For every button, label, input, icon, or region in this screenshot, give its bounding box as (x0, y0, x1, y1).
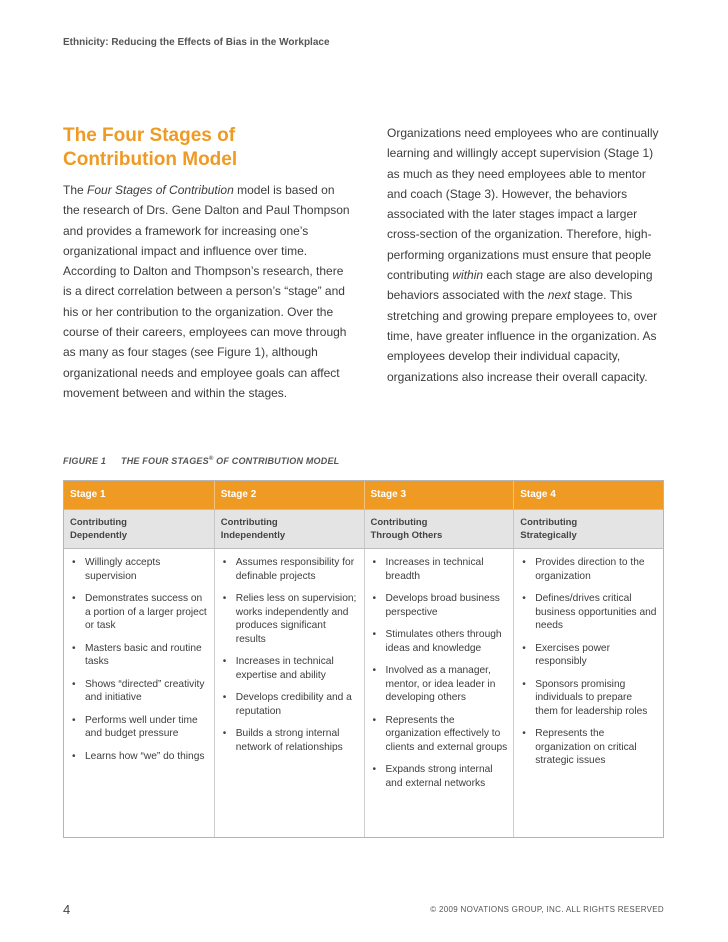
stage-2-sub-line1: Contributing (220, 517, 278, 528)
table-subheader-row (64, 509, 663, 548)
figure-number: FIGURE 1 (63, 456, 107, 466)
list-item: • Develops broad business perspective (371, 592, 508, 619)
figure-title-part1: THE FOUR STAGES (121, 456, 209, 466)
stage-2-header: Stage 2 (214, 481, 364, 509)
list-item: • Sponsors promising individuals to prepare them for leadership roles (520, 678, 657, 719)
stage-3-sub-line2: Through Others (370, 530, 443, 541)
list-item: • Provides direction to the organization (520, 556, 657, 583)
list-item: • Represents the organization on critical strategic issues (520, 727, 657, 768)
registered-mark: ® (208, 456, 214, 462)
stage-1-header: Stage 1 (70, 489, 106, 500)
list-item: • Performs well under time and budget pressure (70, 714, 208, 741)
list-item: • Builds a strong internal network of relationships (221, 727, 358, 754)
list-item: • Assumes responsibility for definable projects (221, 556, 358, 583)
list-item: • Involved as a manager, mentor, or idea leader in developing others (371, 664, 508, 705)
stage-1-sub-line1: Contributing (70, 517, 127, 528)
right-paragraph-part1: Organizations need employees who are continually learning and willingly accept supervision (Stage 1) as much as they need employees able to mentor and coach (Stage 3). However, the behaviors associated with the later stages impact a larger cross-section of the organization. Therefore, high-performing organizations must ensure that people contributing (387, 126, 659, 283)
figure-title-part2: OF CONTRIBUTION MODEL (213, 456, 340, 466)
list-item: • Exercises power responsibly (520, 642, 657, 669)
left-paragraph-part2: model is based on the research of Drs. Gene Dalton and Paul Thompson and provides a framework for increasing one’s organizational impact and influence over time. According to Dalton and Thompson’s research, there is a direct correlation between a person’s “stage” and his or her contribution to the organization. Over the course of their careers, employees can move through as many as four stages (see Figure 1), although organizational needs and employee goals can affect movement between and within the stages. (63, 183, 350, 400)
emphasis-within: within (452, 268, 484, 283)
stage-4-behaviors (513, 549, 663, 837)
list-item: • Increases in technical expertise and ability (221, 655, 358, 682)
stage-2-sub-line2: Independently (220, 530, 286, 541)
list-item: • Stimulates others through ideas and knowledge (371, 628, 508, 655)
list-item: • Represents the organization effectively to clients and external groups (371, 714, 508, 755)
list-item: • Relies less on supervision; works independently and produces significant results (221, 592, 358, 646)
stage-3-behaviors (364, 549, 514, 837)
stage-2-subheader (214, 510, 364, 548)
page-number: 4 (63, 902, 71, 917)
list-item: • Shows “directed” creativity and initiative (70, 678, 208, 705)
section-title-line2: Contribution Model (63, 149, 238, 170)
table-body-row (64, 548, 663, 837)
right-paragraph-part3: stage. This stretching and growing prepare employees to, over time, have greater influence in the organization. As employees develop their individual capacity, organizations also increase their overall capacity. (387, 288, 658, 384)
emphasis-next: next (547, 288, 571, 303)
stage-4-sub-line1: Contributing (520, 517, 578, 528)
stage-3-subheader (364, 510, 514, 548)
list-item: • Learns how “we” do things (70, 750, 208, 764)
section-title (63, 124, 343, 172)
left-column-paragraph (63, 180, 353, 403)
list-item: • Expands strong internal and external networks (371, 763, 508, 790)
left-paragraph-part1: The (63, 183, 88, 197)
stage-1-sub-line2: Dependently (70, 530, 128, 541)
stage-3-header: Stage 3 (364, 481, 514, 509)
section-title-line1: The Four Stages of (63, 125, 236, 146)
copyright-notice: © 2009 NOVATIONS GROUP, INC. ALL RIGHTS RESERVED (430, 905, 664, 914)
stage-2-behaviors (214, 549, 364, 837)
list-item: • Defines/drives critical business opportunities and needs (520, 592, 657, 633)
running-head: Ethnicity: Reducing the Effects of Bias in the Workplace (63, 37, 330, 48)
list-item: • Masters basic and routine tasks (70, 642, 208, 669)
right-paragraph-part2: each stage are also developing behaviors associated with the (387, 268, 653, 303)
list-item: • Increases in technical breadth (371, 556, 508, 583)
list-item: • Willingly accepts supervision (70, 556, 208, 583)
stage-3-sub-line1: Contributing (370, 517, 428, 528)
table-header-row (64, 481, 663, 509)
figure-caption (63, 456, 339, 466)
stage-4-header: Stage 4 (513, 481, 663, 509)
list-item: • Demonstrates success on a portion of a larger project or task (70, 592, 208, 633)
four-stages-table (63, 480, 664, 838)
stage-1-subheader (64, 510, 214, 548)
stage-4-subheader (513, 510, 663, 548)
right-column-paragraph (387, 123, 667, 387)
model-name-emphasis: Four Stages of Contribution (87, 183, 234, 197)
stage-1-behaviors (64, 549, 214, 837)
stage-4-sub-line2: Strategically (520, 530, 577, 541)
list-item: • Develops credibility and a reputation (221, 691, 358, 718)
